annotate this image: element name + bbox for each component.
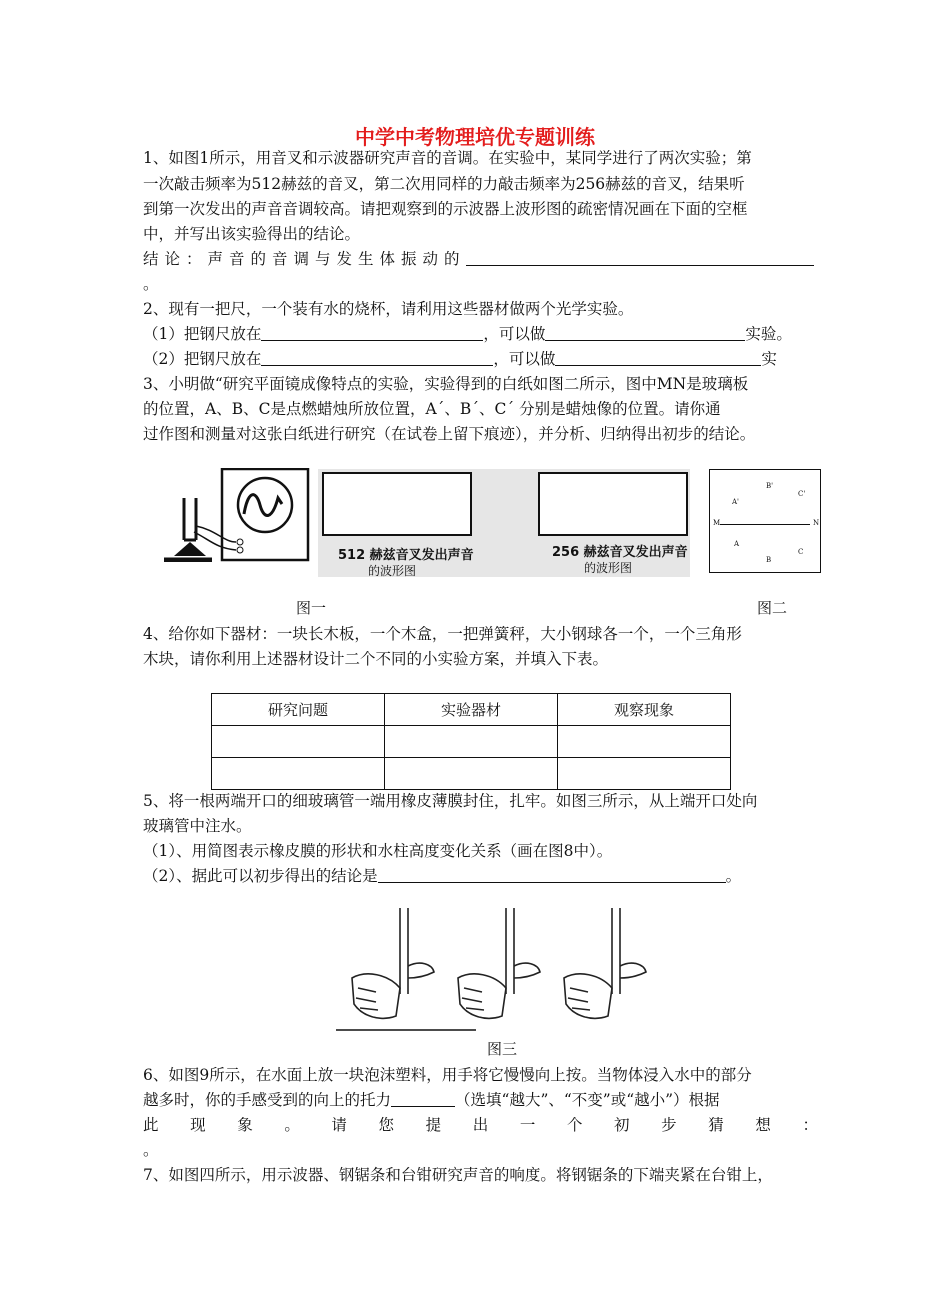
q6-line-3: 此现象。请您提出一个初步猜想： — [143, 1116, 818, 1134]
q1-answer-blank[interactable] — [466, 249, 814, 266]
tube-hand-3 — [564, 908, 646, 1018]
mirror-paper-figure — [709, 469, 821, 573]
q5-answer-blank[interactable] — [378, 866, 726, 883]
q1-line-2: 一次敲击频率为512赫兹的音叉，第二次用同样的力敲击频率为256赫兹的音叉，结果听 — [143, 175, 745, 193]
tube-hand-2 — [458, 908, 540, 1018]
q5-line-3: （1）、用简图表示橡皮膜的形状和水柱高度变化关系（画在图8中）。 — [143, 842, 613, 860]
mirror-line-mn — [720, 524, 810, 525]
label-c-prime: C' — [798, 490, 806, 498]
box-256-caption-1: 256 赫兹音叉发出声音 — [552, 545, 688, 560]
q6-answer-blank[interactable] — [391, 1090, 455, 1107]
q6-line-4: 。 — [143, 1141, 159, 1159]
q4-line-2: 木块，请你利用上述器材设计二个不同的小实验方案，并填入下表。 — [143, 650, 609, 668]
label-c: C — [798, 548, 804, 556]
q4-line-1: 4、给你如下器材：一块长木板，一个木盒，一把弹簧秤，大小钢球各一个，一个三角形 — [143, 625, 742, 643]
label-n: N — [813, 519, 820, 527]
q2-line-1: 2、现有一把尺，一个装有水的烧杯，请利用这些器材做两个光学实验。 — [143, 300, 634, 318]
header-materials: 实验器材 — [385, 694, 558, 726]
q2-item-2-mid: ，可以做 — [493, 350, 556, 368]
q2-item-2-blank-b[interactable] — [555, 349, 761, 366]
q7-line-1: 7、如图四所示，用示波器、钢锯条和台钳研究声音的响度。将钢锯条的下端夹紧在台钳上， — [143, 1166, 773, 1184]
table-row — [212, 758, 731, 790]
figure-2-label: 图二 — [757, 599, 788, 617]
q2-item-1-end: 实验。 — [745, 325, 792, 343]
q6-line-2-prefix: 越多时，你的手感受到的向上的托力 — [143, 1091, 392, 1109]
table-cell[interactable] — [385, 726, 558, 758]
waveform-box-256[interactable] — [538, 472, 688, 536]
q5-line-4 — [143, 864, 818, 888]
label-a: A — [734, 540, 740, 548]
q5-line-4-end: 。 — [725, 867, 742, 885]
box-512-caption-1: 512 赫兹音叉发出声音 — [338, 548, 474, 563]
tuning-fork-oscilloscope-figure — [160, 468, 310, 562]
q1-conclusion-label: 结论：声音的音调与发生体振动的 — [143, 250, 466, 268]
label-a-prime: A' — [732, 498, 739, 506]
q5-line-1: 5、将一根两端开口的细玻璃管一端用橡皮薄膜封住，扎牢。如图三所示，从上端开口处向 — [143, 792, 758, 810]
q1-line-4: 中，并写出该实验得出的结论。 — [143, 225, 361, 243]
table-cell[interactable] — [385, 758, 558, 790]
q2-item-1-prefix: （1）把钢尺放在 — [143, 325, 262, 343]
experiment-plan-table — [211, 693, 731, 790]
figure-1-label: 图一 — [296, 599, 327, 617]
q1-line-3: 到第一次发出的声音音调较高。请把观察到的示波器上波形图的疏密情况画在下面的空框 — [143, 200, 748, 218]
q5-line-4-prefix: （2）、据此可以初步得出的结论是 — [143, 867, 378, 885]
q2-item-1 — [143, 322, 818, 346]
q2-item-1-blank-a[interactable] — [261, 324, 483, 341]
q3-line-1: 3、小明做“研究平面镜成像特点的实验，实验得到的白纸如图二所示，图中MN是玻璃板 — [143, 375, 749, 393]
header-observation: 观察现象 — [558, 694, 731, 726]
q3-line-2: 的位置，A、B、C是点燃蜡烛所放位置，A´、B´、C´ 分别是蜡烛像的位置。请你通 — [143, 400, 721, 418]
table-cell[interactable] — [558, 758, 731, 790]
q2-item-2-blank-a[interactable] — [261, 349, 493, 366]
tube-hand-1 — [352, 908, 434, 1018]
q6-line-2 — [143, 1088, 818, 1112]
q2-item-1-mid: ，可以做 — [483, 325, 546, 343]
label-m: M — [713, 519, 721, 527]
waveform-box-512[interactable] — [322, 472, 472, 536]
table-cell[interactable] — [212, 758, 385, 790]
header-research-question: 研究问题 — [212, 694, 385, 726]
q6-line-1: 6、如图9所示，在水面上放一块泡沫塑料，用手将它慢慢向上按。当物体浸入水中的部分 — [143, 1066, 752, 1084]
table-row — [212, 726, 731, 758]
figure-3-label: 图三 — [487, 1040, 518, 1058]
table-header-row — [212, 694, 731, 726]
q3-line-3: 过作图和测量对这张白纸进行研究（在试卷上留下痕迹），并分析、归纳得出初步的结论。 — [143, 425, 756, 443]
q5-line-2: 玻璃管中注水。 — [143, 817, 252, 835]
q2-item-2-prefix: （2）把钢尺放在 — [143, 350, 262, 368]
glass-tube-figure — [336, 906, 666, 1034]
page-title: 中学中考物理培优专题训练 — [355, 125, 595, 149]
q2-item-2-end: 实 — [761, 350, 777, 368]
q1-conclusion — [143, 247, 818, 271]
q6-line-2-end: （选填“越大”、“不变”或“越小”）根据 — [455, 1091, 720, 1109]
table-cell[interactable] — [212, 726, 385, 758]
q1-end: 。 — [143, 275, 159, 293]
q2-item-2 — [143, 347, 818, 371]
box-512-caption-2: 的波形图 — [368, 564, 417, 578]
label-b: B — [766, 556, 772, 564]
q2-item-1-blank-b[interactable] — [545, 324, 745, 341]
box-256-caption-2: 的波形图 — [584, 561, 633, 575]
label-b-prime: B' — [766, 482, 774, 490]
table-cell[interactable] — [558, 726, 731, 758]
q1-line-1: 1、如图1所示，用音叉和示波器研究声音的音调。在实验中，某同学进行了两次实验；第 — [143, 149, 752, 167]
